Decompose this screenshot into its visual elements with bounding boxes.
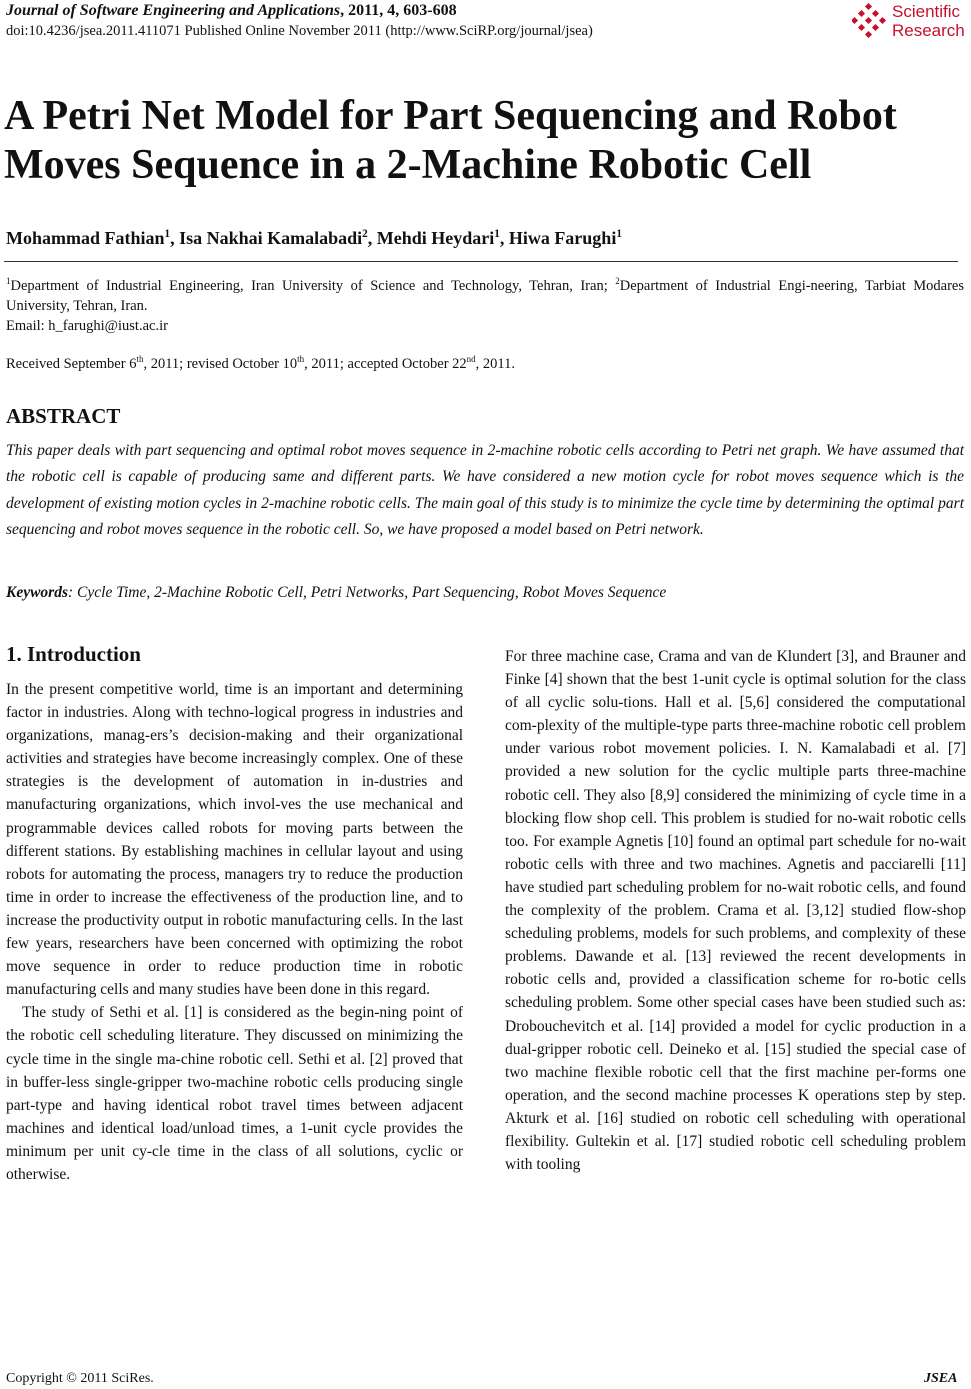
abstract-body: This paper deals with part sequencing and optimal robot moves sequence in 2-machine robotic cells according to Petri net graph. We have assumed that the robotic cell is capable of producing same and different parts. We have considered a new motion cycle for robot moves sequence which is the development of existing motion cycles in 2-machine robotic cells. The main goal of this study is to minimize the cycle time by determining the optimal part sequencing and robot moves sequence in the robotic cell. So, we have proposed a model based on Petri network.: [6, 442, 964, 538]
ordinal-sup: th: [297, 354, 305, 364]
title-line-2: Moves Sequence in a 2-Machine Robotic Cell: [4, 142, 812, 188]
affiliation-sup: 1: [6, 276, 11, 286]
journal-header: [6, 2, 457, 20]
footer-copyright: Copyright © 2011 SciRes.: [6, 1371, 154, 1386]
author-affiliation-sup: 1: [164, 228, 171, 240]
author-name: Mehdi Heydari: [376, 228, 495, 248]
paragraph: In the present competitive world, time is an important and determining factor in industries. Along with techno-logical progress in industries and organizations, manag-ers’s decision-making and their organizational activities and strategies have become increasingly complex. One of these strategies is the development of automation in in-dustries and manufacturing organizations, which invol-ves the use mechanical and programmable devices called robots for moving parts between the different stations. By establishing machines in cellular layout and using robots for automating the process, managers try to reduce the production time in order to increase the effectiveness of the production line, and to increase the productivity output in robotic manufacturing cells. In the last few years, researchers have been concerned with optimizing the robot move sequence in order to reduce production time in robotic manufacturing cells and many studies have been done in this regard.: [6, 681, 463, 999]
author-name: Isa Nakhai Kamalabadi: [179, 228, 363, 248]
received-dates: [6, 354, 515, 373]
keywords-label: Keywords: [6, 584, 68, 601]
ordinal-sup: nd: [466, 354, 476, 364]
abstract-heading: ABSTRACT: [6, 404, 121, 428]
accepted-text: , 2011; accepted October 22: [304, 355, 467, 372]
footer-journal: JSEA: [924, 1371, 958, 1386]
divider: [4, 261, 958, 262]
logo-text-line1: Scientific: [892, 2, 961, 21]
logo-text: [892, 2, 965, 40]
affiliations: [6, 271, 964, 336]
publisher-logo: [852, 2, 970, 44]
doi-line: doi:10.4236/jsea.2011.411071 Published Online November 2011 (http://www.SciRP.org/journal/jsea): [6, 23, 593, 39]
paragraph: The study of Sethi et al. [1] is considered as the begin-ning point of the robotic cell scheduling literature. They discussed on minimizing the cycle time in the single ma-chine robotic cell. Sethi et al. [2] proved that in buffer-less single-gripper two-machine robotic cells producing single part-type and having identical robot travel times between adjacent machines and identical load/unload times, a 1-unit cycle provides the minimum per unit cy-cle time in the class of all solutions, cyclic or otherwise.: [6, 1004, 463, 1183]
section-heading: 1. Introduction: [6, 642, 141, 666]
affiliation-sup: 2: [615, 276, 620, 286]
keywords-list: : Cycle Time, 2-Machine Robotic Cell, Petri Networks, Part Sequencing, Robot Moves Sequence: [68, 584, 667, 601]
affiliation-2: Department of Industrial Engi-neering, Tarbiat Modares University, Tehran, Iran.: [6, 277, 964, 314]
author-affiliation-sup: 1: [494, 228, 500, 240]
year-text: , 2011.: [475, 355, 515, 372]
logo-mark-icon: [852, 2, 888, 40]
revised-text: , 2011; revised October 10: [143, 355, 298, 372]
author-name: Hiwa Farughi: [508, 228, 617, 248]
left-column: [6, 678, 463, 1186]
author-name: Mohammad Fathian: [6, 228, 165, 248]
ordinal-sup: th: [136, 354, 144, 364]
paragraph: For three machine case, Crama and van de Klundert [3], and Brauner and Finke [4] shown that the best 1-unit cycle is optimal solution for the class of all cyclic solu-tions. Hall et al. [5,6] considered the computational com-plexity of the multiple-type parts three-machine robotic cell problem under various robot movement policies. I. N. Kamalabadi et al. [7] provided a new solution for the cyclic multiple parts three-machine robotic cell. They also [8,9] considered the minimizing of cycle time in a blocking flow shop cell. This problem is studied for no-wait robotic cells too. For example Agnetis [10] found an optimal part schedule for no-wait robotic cells with three and two machines. Agnetis and pacciarelli [11] have studied part scheduling problem for no-wait robotic cells, and found the complexity of the problem. Crama et al. [3,12] studied flow-shop scheduling problems, models for such problems, and complexity of these problems. Dawande et al. [13] reviewed the recent developments in robotic cells and, provided a classification scheme for ro-botic cells scheduling problem. Some other special cases have been studied such as: Drobouchevitch et al. [14] provided a model for cyclic production in a dual-gripper robotic cell. Deineko et al. [15] studied the special case of two machine flexible robotic cell that the first machine per-forms one operation, and the second machine processes K operations step by step. Akturk et al. [16] studied on robotic cell scheduling with operational flexibility. Gultekin et al. [17] studied robotic cell scheduling problem with tooling: [505, 648, 966, 1174]
affiliation-text: [6, 271, 964, 316]
author-separator: ,: [367, 228, 377, 248]
keywords: [6, 584, 666, 602]
author-list: [6, 228, 622, 249]
author-separator: ,: [499, 228, 509, 248]
email: Email: h_farughi@iust.ac.ir: [6, 317, 168, 334]
journal-name: Journal of Software Engineering and Applications: [6, 2, 341, 19]
logo-text-line2: Research: [892, 21, 965, 40]
received-text: Received September 6: [6, 355, 137, 372]
right-column: [505, 645, 966, 1176]
author-affiliation-sup: 2: [362, 228, 368, 240]
affiliation-1: Department of Industrial Engineering, Iran University of Science and Technology, Tehran, Iran;: [10, 277, 616, 294]
title-line-1: A Petri Net Model for Part Sequencing and Robot: [4, 93, 897, 139]
journal-volume: , 2011, 4, 603-608: [340, 2, 457, 19]
author-affiliation-sup: 1: [616, 228, 622, 240]
author-separator: ,: [170, 228, 180, 248]
paper-title: [4, 92, 964, 190]
